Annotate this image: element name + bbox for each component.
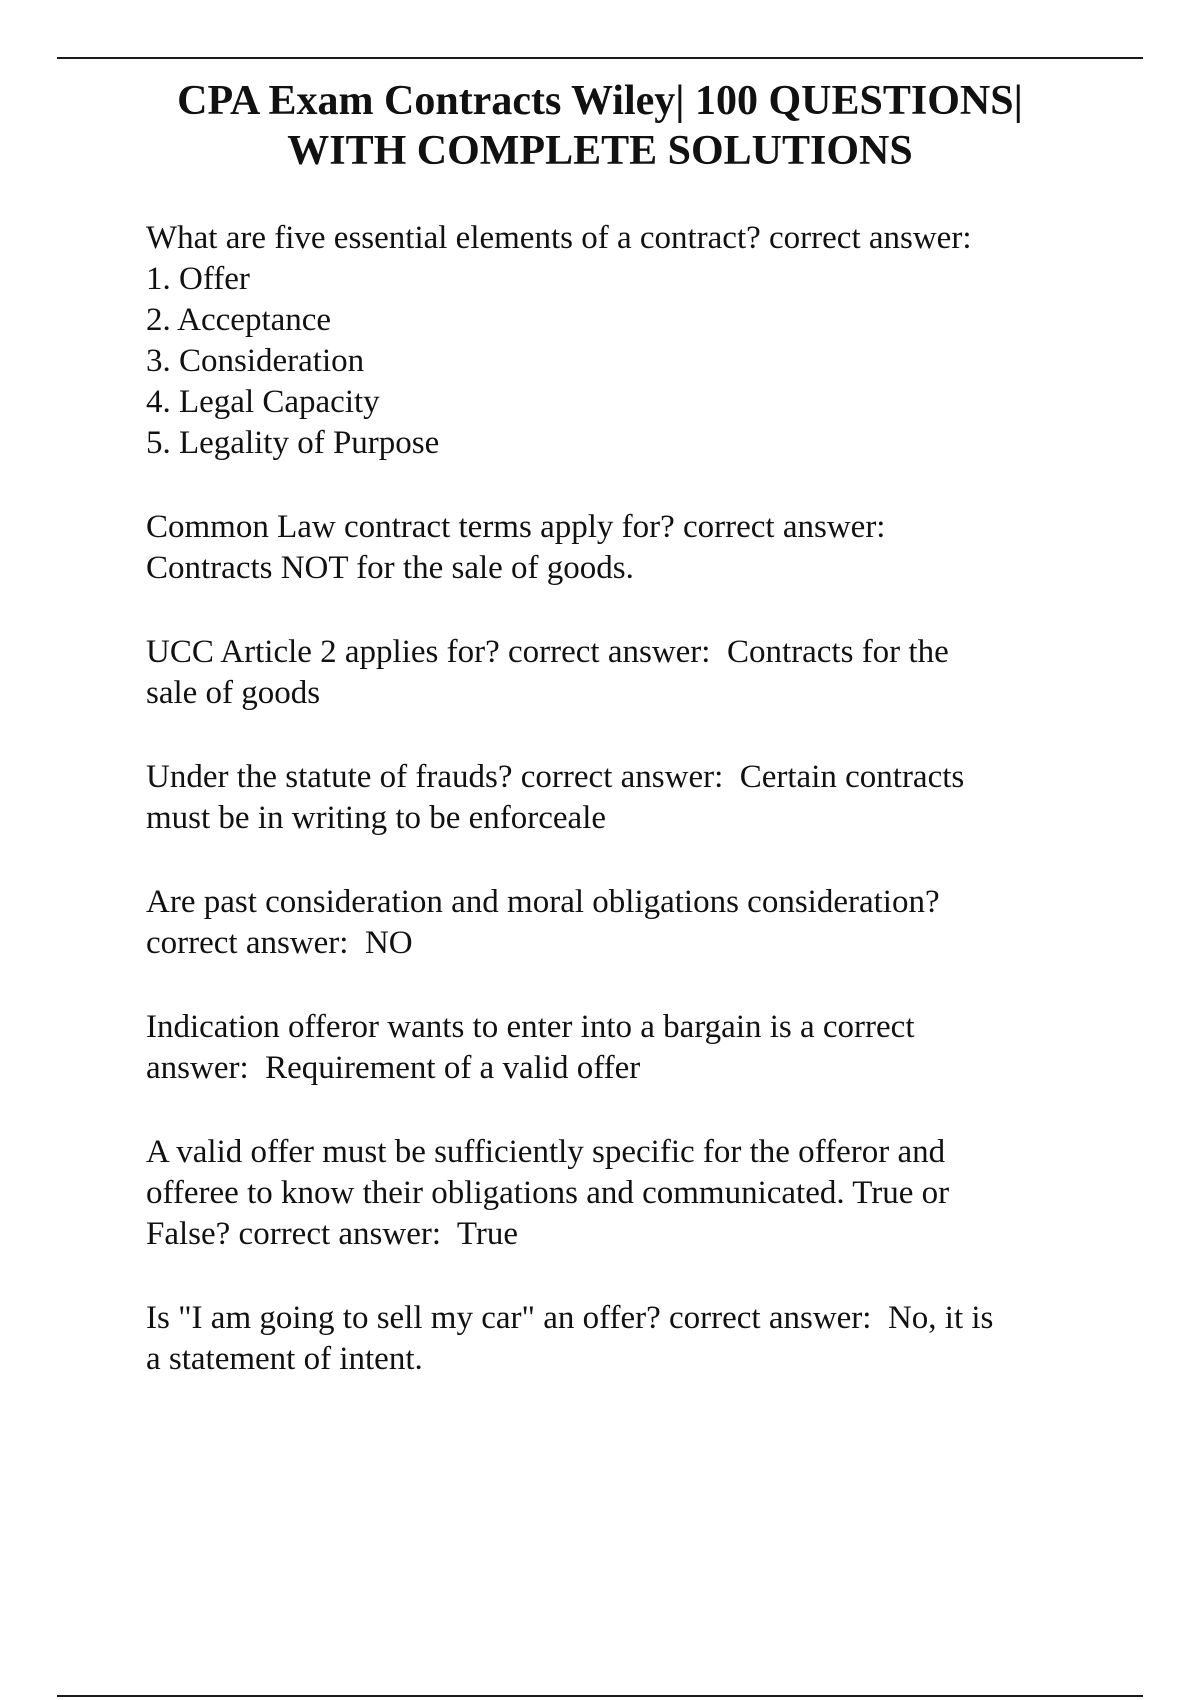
qa-item bbox=[146, 882, 1106, 964]
top-divider bbox=[57, 57, 1143, 59]
qa-line: 4. Legal Capacity bbox=[146, 384, 380, 420]
qa-line: Under the statute of frauds? correct answer: Certain contracts bbox=[146, 759, 965, 795]
qa-content bbox=[146, 218, 1106, 1423]
qa-line: Common Law contract terms apply for? correct answer: bbox=[146, 509, 886, 545]
qa-line: A valid offer must be sufficiently specific for the offeror and bbox=[146, 1134, 946, 1170]
qa-item bbox=[146, 1132, 1106, 1255]
qa-line: 5. Legality of Purpose bbox=[146, 425, 440, 461]
qa-line: What are five essential elements of a contract? correct answer: bbox=[146, 220, 972, 256]
qa-line: 2. Acceptance bbox=[146, 302, 332, 338]
qa-line: sale of goods bbox=[146, 675, 321, 711]
qa-line: Indication offeror wants to enter into a bargain is a correct bbox=[146, 1009, 915, 1045]
qa-line: 1. Offer bbox=[146, 261, 250, 297]
title-line: CPA Exam Contracts Wiley| 100 QUESTIONS| bbox=[177, 78, 1023, 124]
qa-line: must be in writing to be enforceale bbox=[146, 800, 607, 836]
document-title bbox=[100, 76, 1100, 176]
qa-line: answer: Requirement of a valid offer bbox=[146, 1050, 641, 1086]
qa-line: a statement of intent. bbox=[146, 1341, 423, 1377]
qa-item bbox=[146, 1007, 1106, 1089]
qa-item bbox=[146, 218, 1106, 464]
qa-item bbox=[146, 507, 1106, 589]
qa-item bbox=[146, 1298, 1106, 1380]
qa-line: Contracts NOT for the sale of goods. bbox=[146, 550, 634, 586]
title-line: WITH COMPLETE SOLUTIONS bbox=[287, 128, 913, 174]
qa-line: Is "I am going to sell my car" an offer? correct answer: No, it is bbox=[146, 1300, 994, 1336]
qa-line: 3. Consideration bbox=[146, 343, 365, 379]
qa-line: Are past consideration and moral obligations consideration? bbox=[146, 884, 940, 920]
qa-line: offeree to know their obligations and communicated. True or bbox=[146, 1175, 950, 1211]
qa-line: correct answer: NO bbox=[146, 925, 413, 961]
qa-line: UCC Article 2 applies for? correct answer: Contracts for the bbox=[146, 634, 949, 670]
qa-line: False? correct answer: True bbox=[146, 1216, 519, 1252]
bottom-divider bbox=[57, 1695, 1143, 1697]
qa-item bbox=[146, 632, 1106, 714]
qa-item bbox=[146, 757, 1106, 839]
